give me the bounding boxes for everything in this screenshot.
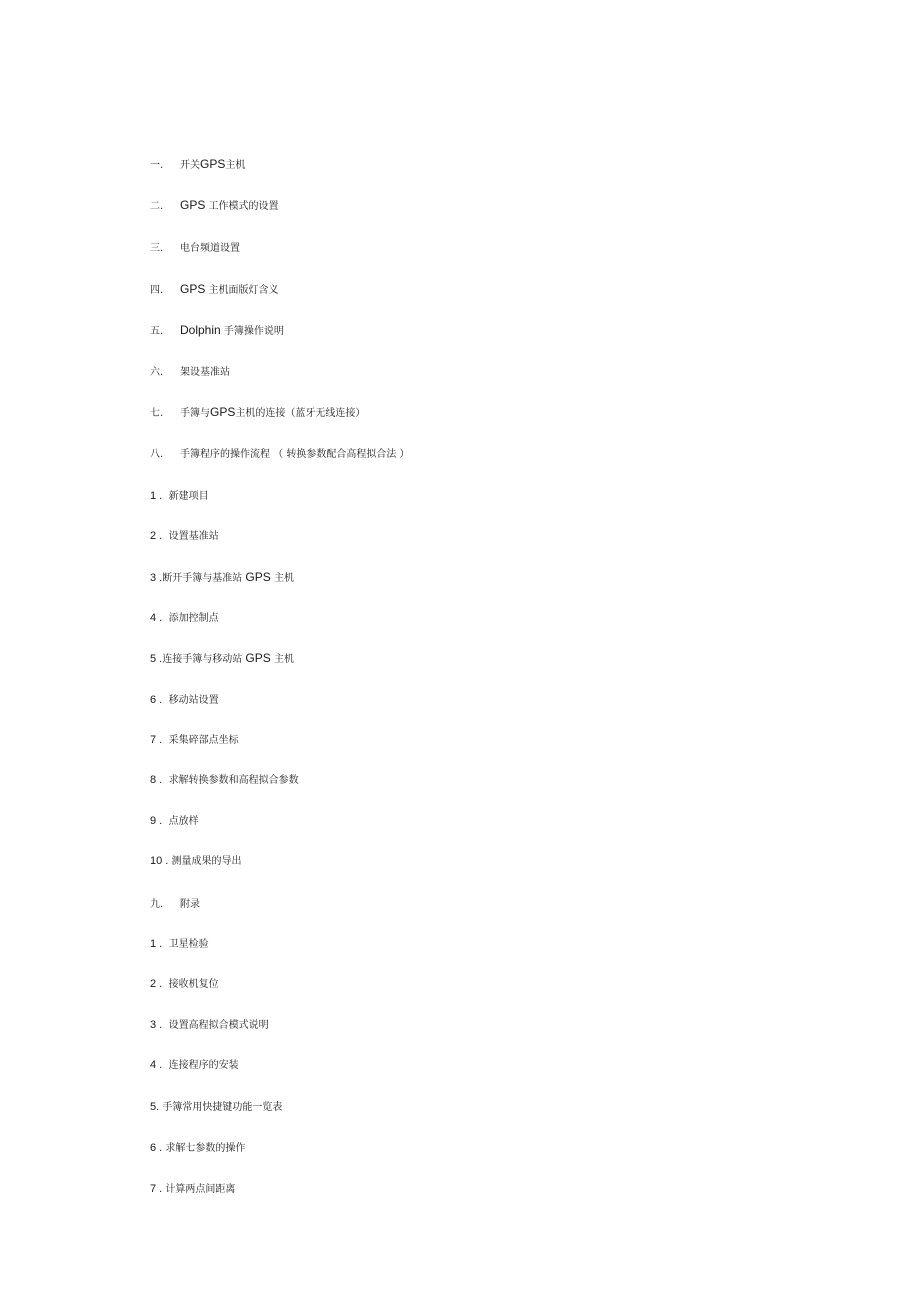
toc-item-appendix[interactable] xyxy=(150,895,200,915)
toc-subitem[interactable] xyxy=(150,812,199,832)
toc-subitem[interactable] xyxy=(150,650,294,670)
toc-subitem[interactable] xyxy=(150,1098,282,1118)
toc-subitem[interactable] xyxy=(150,527,219,547)
section-title: GPS 主机面版灯含义 xyxy=(180,282,279,296)
subitem-title: 设置基准站 xyxy=(168,531,219,542)
toc-item-bluetooth-connect[interactable] xyxy=(150,404,365,424)
subitem-number: 4 . xyxy=(150,1059,163,1071)
subitem-number: 10 . xyxy=(150,855,169,867)
toc-subitem[interactable] xyxy=(150,731,239,751)
subitem-title: 移动站设置 xyxy=(168,695,219,706)
section-title: 电台频道设置 xyxy=(180,243,240,254)
toc-item-switch-gps[interactable] xyxy=(150,156,245,176)
subitem-number: 1 . xyxy=(150,938,163,950)
section-title: 附录 xyxy=(180,899,200,910)
subitem-number: 8 . xyxy=(150,774,163,786)
subitem-title: 采集碎部点坐标 xyxy=(168,735,239,746)
subitem-number: 4 . xyxy=(150,612,163,624)
subitem-title: 点放样 xyxy=(168,816,199,827)
subitem-title: 断开手簿与基准站 GPS 主机 xyxy=(162,570,294,584)
toc-item-gps-mode[interactable] xyxy=(150,197,279,217)
subitem-number: 3 . xyxy=(150,572,163,584)
toc-item-base-station[interactable] xyxy=(150,363,230,383)
toc-subitem[interactable] xyxy=(150,852,242,872)
toc-subitem[interactable] xyxy=(150,935,209,955)
subitem-number: 5. xyxy=(150,1101,160,1113)
section-number: 九. xyxy=(150,899,164,910)
section-title: Dolphin 手簿操作说明 xyxy=(180,323,284,337)
section-title: 开关GPS主机 xyxy=(180,157,246,171)
section-number: 五. xyxy=(150,326,164,337)
subitem-title: 设置高程拟合模式说明 xyxy=(168,1020,269,1031)
toc-subitem[interactable] xyxy=(150,1016,269,1036)
section-title: 手簿程序的操作流程 （ 转换参数配合高程拟合法 ） xyxy=(180,449,410,460)
toc-subitem[interactable] xyxy=(150,975,219,995)
section-title: GPS 工作模式的设置 xyxy=(180,198,279,212)
section-number: 七. xyxy=(150,408,164,419)
subitem-number: 3 . xyxy=(150,1019,163,1031)
section-number: 一. xyxy=(150,160,164,171)
toc-item-dolphin[interactable] xyxy=(150,322,284,342)
subitem-title: 求解七参数的操作 xyxy=(165,1143,246,1154)
toc-item-panel-lights[interactable] xyxy=(150,281,279,301)
subitem-title: 添加控制点 xyxy=(168,613,219,624)
subitem-number: 1 . xyxy=(150,490,163,502)
toc-subitem[interactable] xyxy=(150,1180,235,1200)
subitem-title: 测量成果的导出 xyxy=(171,856,242,867)
subitem-title: 新建项目 xyxy=(168,491,209,502)
toc-item-workflow[interactable] xyxy=(150,445,410,465)
subitem-number: 2 . xyxy=(150,530,163,542)
section-number: 四. xyxy=(150,285,164,296)
toc-subitem[interactable] xyxy=(150,771,299,791)
section-number: 六. xyxy=(150,367,164,378)
toc-subitem[interactable] xyxy=(150,487,209,507)
subitem-title: 接收机复位 xyxy=(168,979,219,990)
subitem-number: 7 . xyxy=(150,1183,163,1195)
toc-subitem[interactable] xyxy=(150,609,219,629)
toc-subitem[interactable] xyxy=(150,691,219,711)
subitem-title: 手簿常用快捷键功能一览表 xyxy=(162,1102,283,1113)
subitem-number: 6 . xyxy=(150,1142,163,1154)
section-title: 手簿与GPS主机的连接（蓝牙无线连接） xyxy=(180,405,366,419)
toc-subitem[interactable] xyxy=(150,569,294,589)
subitem-number: 5 . xyxy=(150,653,163,665)
subitem-number: 9 . xyxy=(150,815,163,827)
subitem-title: 连接程序的安装 xyxy=(168,1060,239,1071)
toc-item-radio-channel[interactable] xyxy=(150,239,240,259)
toc-subitem[interactable] xyxy=(150,1139,245,1159)
section-number: 二. xyxy=(150,201,164,212)
subitem-number: 7 . xyxy=(150,734,163,746)
subitem-title: 连接手簿与移动站 GPS 主机 xyxy=(162,651,294,665)
subitem-title: 求解转换参数和高程拟合参数 xyxy=(168,775,299,786)
section-number: 八. xyxy=(150,449,164,460)
subitem-number: 6 . xyxy=(150,694,163,706)
toc-subitem[interactable] xyxy=(150,1056,239,1076)
subitem-title: 计算两点间距离 xyxy=(165,1184,236,1195)
section-number: 三. xyxy=(150,243,164,254)
section-title: 架设基准站 xyxy=(180,367,230,378)
subitem-number: 2 . xyxy=(150,978,163,990)
subitem-title: 卫星检验 xyxy=(168,939,209,950)
